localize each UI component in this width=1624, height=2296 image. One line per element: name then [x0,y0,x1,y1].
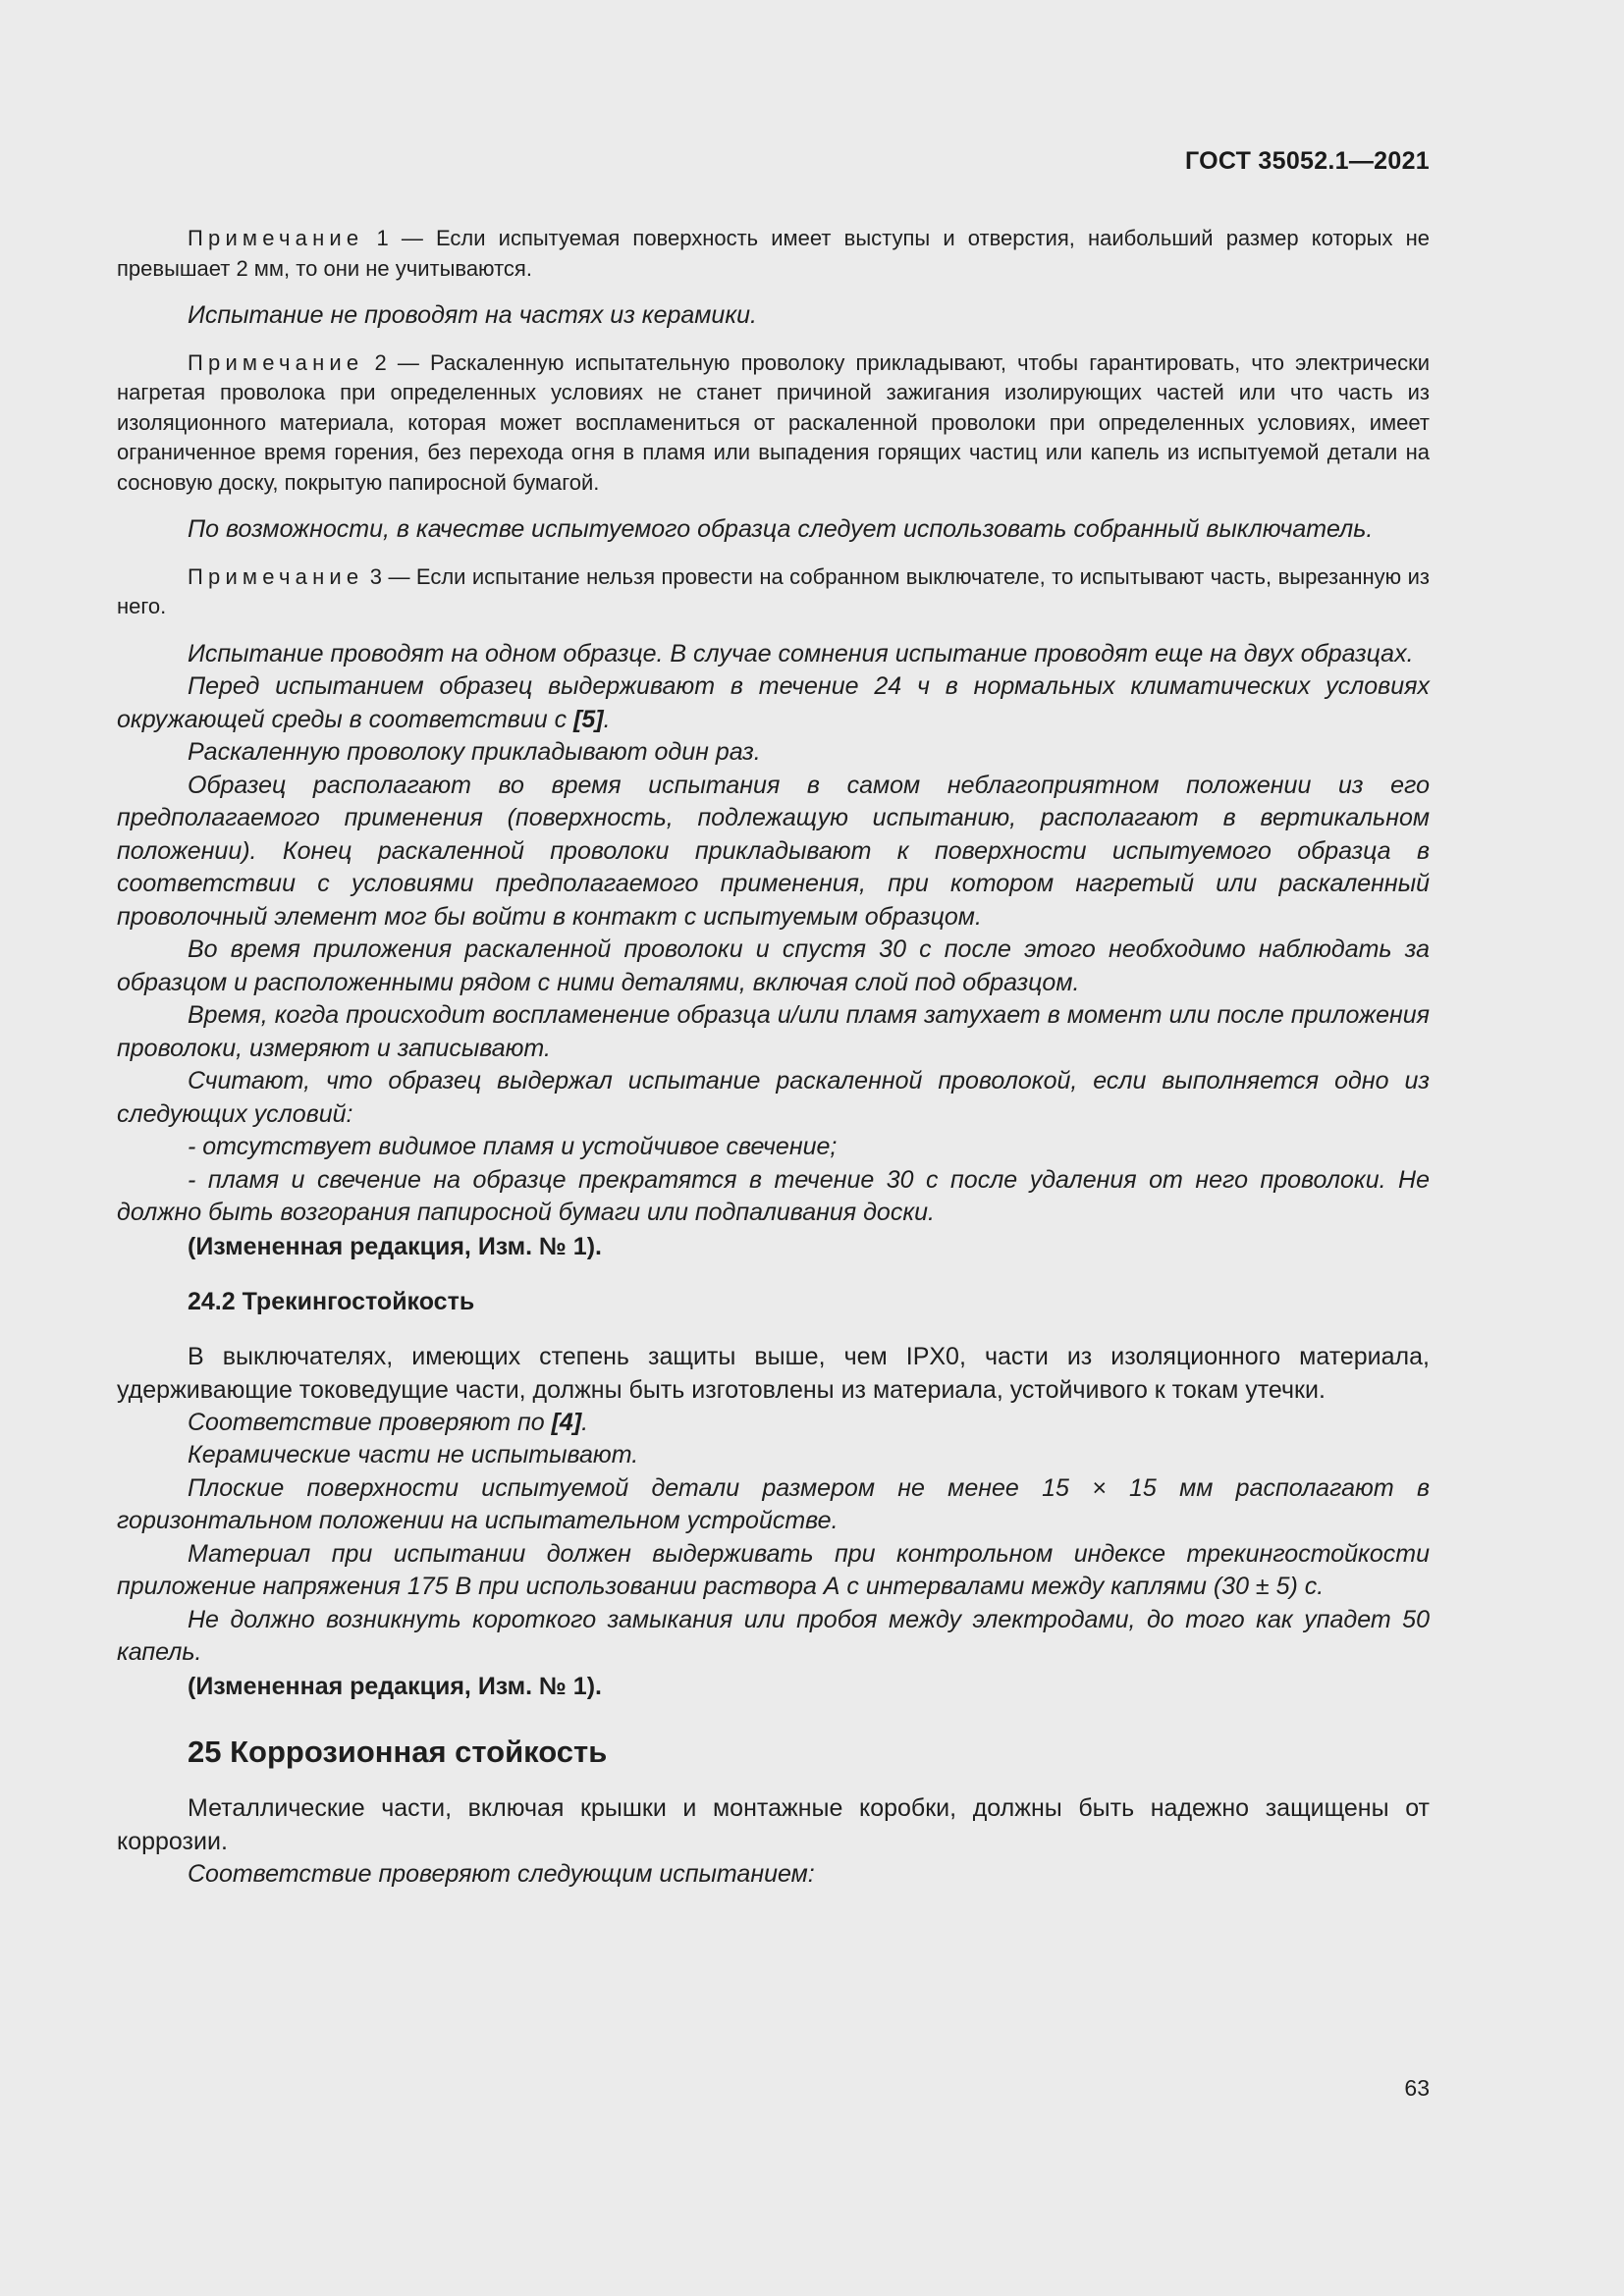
paragraph-sample: По возможности, в качестве испытуемого образца следует использовать собранный выключатель. [188,515,1374,543]
note-label: Примечание [188,563,364,589]
paragraph-compliance-4 [117,1407,1430,1440]
paragraph-end: . [603,705,611,733]
subsection-heading: 24.2 Трекингостойкость [188,1287,475,1315]
list-item: - отсутствует видимое пламя и устойчивое свечение; [188,1133,838,1160]
amendment-note: (Измененная редакция, Изм. № 1). [188,1672,602,1700]
paragraph-ceramic-parts: Керамические части не испытывают. [188,1441,639,1468]
note-text: 1 — Если испытуемая поверхность имеет выступы и отверстия, наибольший размер которых не превышает 2 мм, то они не учитываются. [117,226,1430,281]
paragraph-flat-surfaces: Плоские поверхности испытуемой детали размером не менее 15 × 15 мм располагают в горизонтальном положении на испытательном устройстве. [117,1473,1430,1534]
paragraph-apply-once: Раскаленную проволоку прикладывают один раз. [188,738,761,766]
paragraph-end: . [581,1408,589,1436]
note-3 [117,562,1430,622]
paragraph-one-sample: Испытание проводят на одном образце. В случае сомнения испытание проводят еще на двух образцах. [188,639,1414,667]
paragraph-material: Материал при испытании должен выдерживать при контрольном индексе трекингостойкости приложение напряжения 175 В при использовании раствора А с интервалами между каплями (30 ± 5) с. [117,1539,1430,1600]
paragraph-time: Время, когда происходит воспламенение образца и/или пламя затухает в момент или после приложения проволоки, измеряют и записывают. [117,1001,1430,1062]
list-item: - пламя и свечение на образце прекратятся в течение 30 с после удаления от него проволоки. Не должно быть возгорания папиросной бумаги или подпаливания доски. [117,1165,1430,1226]
paragraph-metal-parts: Металлические части, включая крышки и монтажные коробки, должны быть надежно защищены от коррозии. [117,1793,1430,1855]
section-heading: 25 Коррозионная стойкость [188,1734,608,1769]
paragraph-conditioning [117,670,1430,736]
note-text: 3 — Если испытание нельзя провести на собранном выключателе, то испытывают часть, вырезанную из него. [117,563,1430,618]
paragraph-compliance-test: Соответствие проверяют следующим испытанием: [188,1859,815,1888]
paragraph-text: Перед испытанием образец выдерживают в течение 24 ч в нормальных климатических условиях окружающей среды в соответствии с [117,672,1430,733]
note-text: 2 — Раскаленную испытательную проволоку прикладывают, чтобы гарантировать, что электрически нагретая проволока при определенных условиях не станет причиной зажигания изолирующих частей или что часть из изоляционного материала, которая может воспламениться от раскаленной проволоки при определенных условиях, имеет ограниченное время горения, без перехода огня в пламя или выпадения горящих частиц или капель из испытуемой детали на сосновую доску, покрытую папиросной бумагой. [117,349,1430,495]
paragraph-ceramic: Испытание не проводят на частях из керамики. [188,301,757,329]
note-1 [117,224,1430,284]
paragraph-text: Соответствие проверяют по [188,1408,552,1436]
paragraph-position: Образец располагают во время испытания в самом неблагоприятном положении из его предполагаемого применения (поверхность, подлежащую испытанию, располагают в вертикальном положении). Конец раскаленной проволоки прикладывают к поверхности испытуемого образца в соответствии с условиями предполагаемого применения, при котором нагретый или раскаленный проволочный элемент мог бы войти в контакт с испытуемым образцом. [117,771,1430,931]
amendment-note: (Измененная редакция, Изм. № 1). [188,1232,602,1260]
document-code-header: ГОСТ 35052.1—2021 [1184,147,1430,175]
note-label: Примечание [188,349,364,375]
note-label: Примечание [188,226,364,250]
note-2 [117,348,1430,499]
page-content [117,224,1430,1891]
reference-5: [5] [573,705,604,733]
paragraph-tracking: В выключателях, имеющих степень защиты выше, чем IPX0, части из изоляционного материала, удерживающие токоведущие части, должны быть изготовлены из материала, устойчивого к токам утечки. [117,1342,1430,1404]
paragraph-pass-criteria: Считают, что образец выдержал испытание раскаленной проволокой, если выполняется одно из следующих условий: [117,1067,1430,1128]
paragraph-no-short-circuit: Не должно возникнуть короткого замыкания или пробоя между электродами, до того как упадет 50 капель. [117,1605,1430,1666]
reference-4: [4] [551,1408,582,1436]
paragraph-observe: Во время приложения раскаленной проволоки и спустя 30 с после этого необходимо наблюдать за образцом и расположенными рядом с ними деталями, включая слой под образцом. [117,935,1430,996]
page-number: 63 [1404,2075,1430,2101]
